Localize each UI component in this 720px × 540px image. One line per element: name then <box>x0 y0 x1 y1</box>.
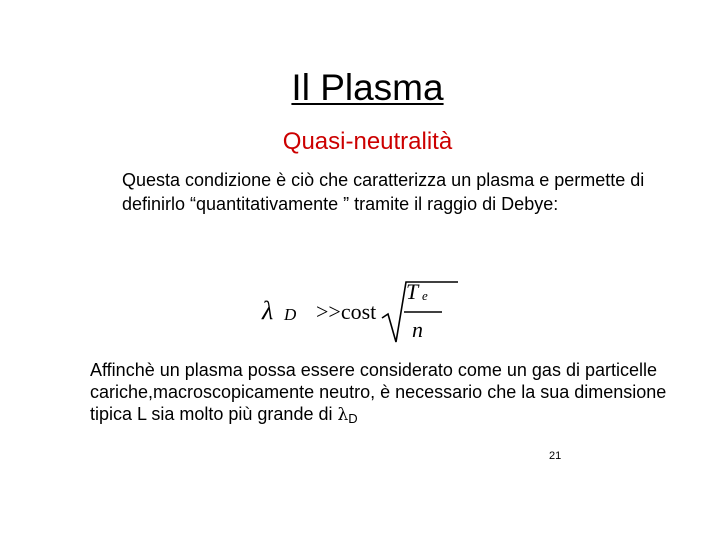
debye-formula <box>262 278 462 348</box>
body-paragraph-text: Affinchè un plasma possa essere considerato come un gas di particelle cariche,macroscopicamente neutro, è necessario che la sua dimensione tipica L sia molto più grande di <box>90 360 667 424</box>
formula-denominator: n <box>412 317 423 342</box>
formula-relation: >>cost <box>316 299 377 324</box>
body-paragraph <box>90 359 700 430</box>
slide-subtitle: Quasi-neutralità <box>282 128 453 155</box>
formula-numerator: T <box>406 279 419 304</box>
formula-lambda-subscript: D <box>284 305 297 324</box>
formula-lambda: λ <box>262 296 274 325</box>
body-lambda-subscript: D <box>348 411 358 426</box>
formula-numerator-subscript: e <box>422 288 428 303</box>
slide-title: Il Plasma <box>291 67 444 108</box>
body-lambda-symbol: λ <box>337 405 349 425</box>
page-number: 21 <box>549 450 562 462</box>
intro-paragraph: Questa condizione è ciò che caratterizza un plasma e permette di definirlo “quantitativamente ” tramite il raggio di Debye: <box>122 170 645 214</box>
